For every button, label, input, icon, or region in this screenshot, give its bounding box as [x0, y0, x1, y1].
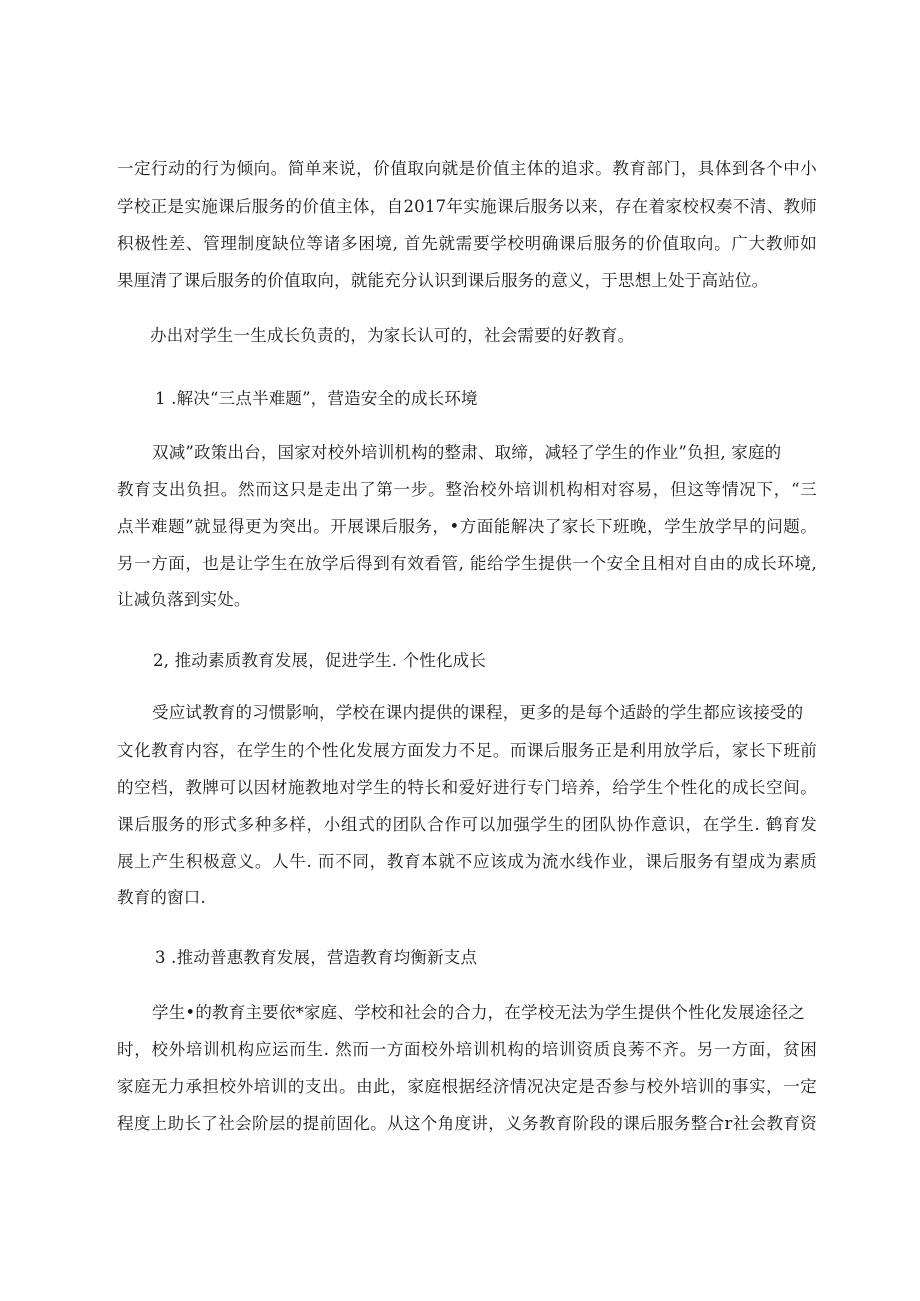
paragraph-line: 积极性差、管理制度缺位等诸多困境, 首先就需要学校明确课后服务的价值取向。广大教师如: [117, 234, 817, 253]
paragraph-line: 学校正是实施课后服务的价值主体，自2017年实施课后服务以来，存在着家校权奏不清、教师: [117, 197, 817, 216]
paragraph-line: 果厘清了课后服务的价值取向，就能充分认识到课后服务的意义，于思想上处于高站位。: [117, 271, 769, 290]
paragraph-line: 受应试教育的习惯影响，学校在课内提供的课程，更多的是每个适龄的学生都应该接受的: [152, 703, 804, 722]
paragraph-line: 程度上助长了社会阶层的提前固化。从这个角度讲，义务教育阶段的课后服务整合r社会教育资: [117, 1114, 817, 1133]
paragraph-line: 另一方面，也是让学生在放学后得到有效看管, 能给学生提供一个安全且相对自由的成长环境,: [117, 554, 817, 573]
paragraph-line: 文化教育内容，在学生的个性化发展方面发力不足。而课后服务正是利用放学后，家长下班前: [117, 741, 817, 760]
paragraph-line: 双减”政策出台，国家对校外培训机构的整肃、取缔，减轻了学生的作业”负担, 家庭的: [152, 443, 782, 462]
paragraph-line: 展上产生积极意义。人牛. 而不同，教育本就不应该成为流水线作业，课后服务有望成为素质: [117, 852, 817, 871]
paragraph-line: 家庭无力承担校外培训的支出。由此，家庭根据经济情况决定是否参与校外培训的事实，一定: [117, 1077, 817, 1096]
section-heading-3: 3 .推动普惠教育发展，营造教育均衡新支点: [155, 948, 478, 967]
section-heading-1: 1 .解决“三点半难题”，营造安全的成长环境: [155, 389, 478, 408]
paragraph-line: 课后服务的形式多种多样，小组式的团队合作可以加强学生的团队协作意识，在学生. 鹤育发: [117, 815, 817, 834]
paragraph-line: 点半难题”就显得更为突出。开展课后服务，•方面能解决了家长下班晚，学生放学早的问题。: [117, 517, 817, 536]
paragraph-line: 学生•的教育主要依*家庭、学校和社会的合力，在学校无法为学生提供个性化发展途径之: [152, 1003, 805, 1022]
paragraph-line: 办出对学生一生成长负责的，为家长认可的，社会需要的好教育。: [150, 326, 635, 345]
paragraph-line: 教育支出负担。然而这只是走出了第一步。整治校外培训机构相对容易，但这等情况下，“三: [117, 480, 817, 499]
paragraph-line: 的空档，教牌可以因材施教地对学生的特长和爱好进行专门培养，给学生个性化的成长空间。: [117, 778, 817, 797]
paragraph-line: 教育的窗口.: [117, 888, 206, 907]
paragraph-line: 让减负落到实处。: [117, 590, 251, 609]
paragraph-line: 时，校外培训机构应运而生. 然而一方面校外培训机构的培训资质良莠不齐。另一方面，贫困: [117, 1040, 817, 1059]
paragraph-line: 一定行动的行为倾向。简单来说，价值取向就是价值主体的追求。教育部门，具体到各个中小: [117, 159, 817, 178]
section-heading-2: 2, 推动素质教育发展，促进学生. 个性化成长: [153, 651, 487, 670]
